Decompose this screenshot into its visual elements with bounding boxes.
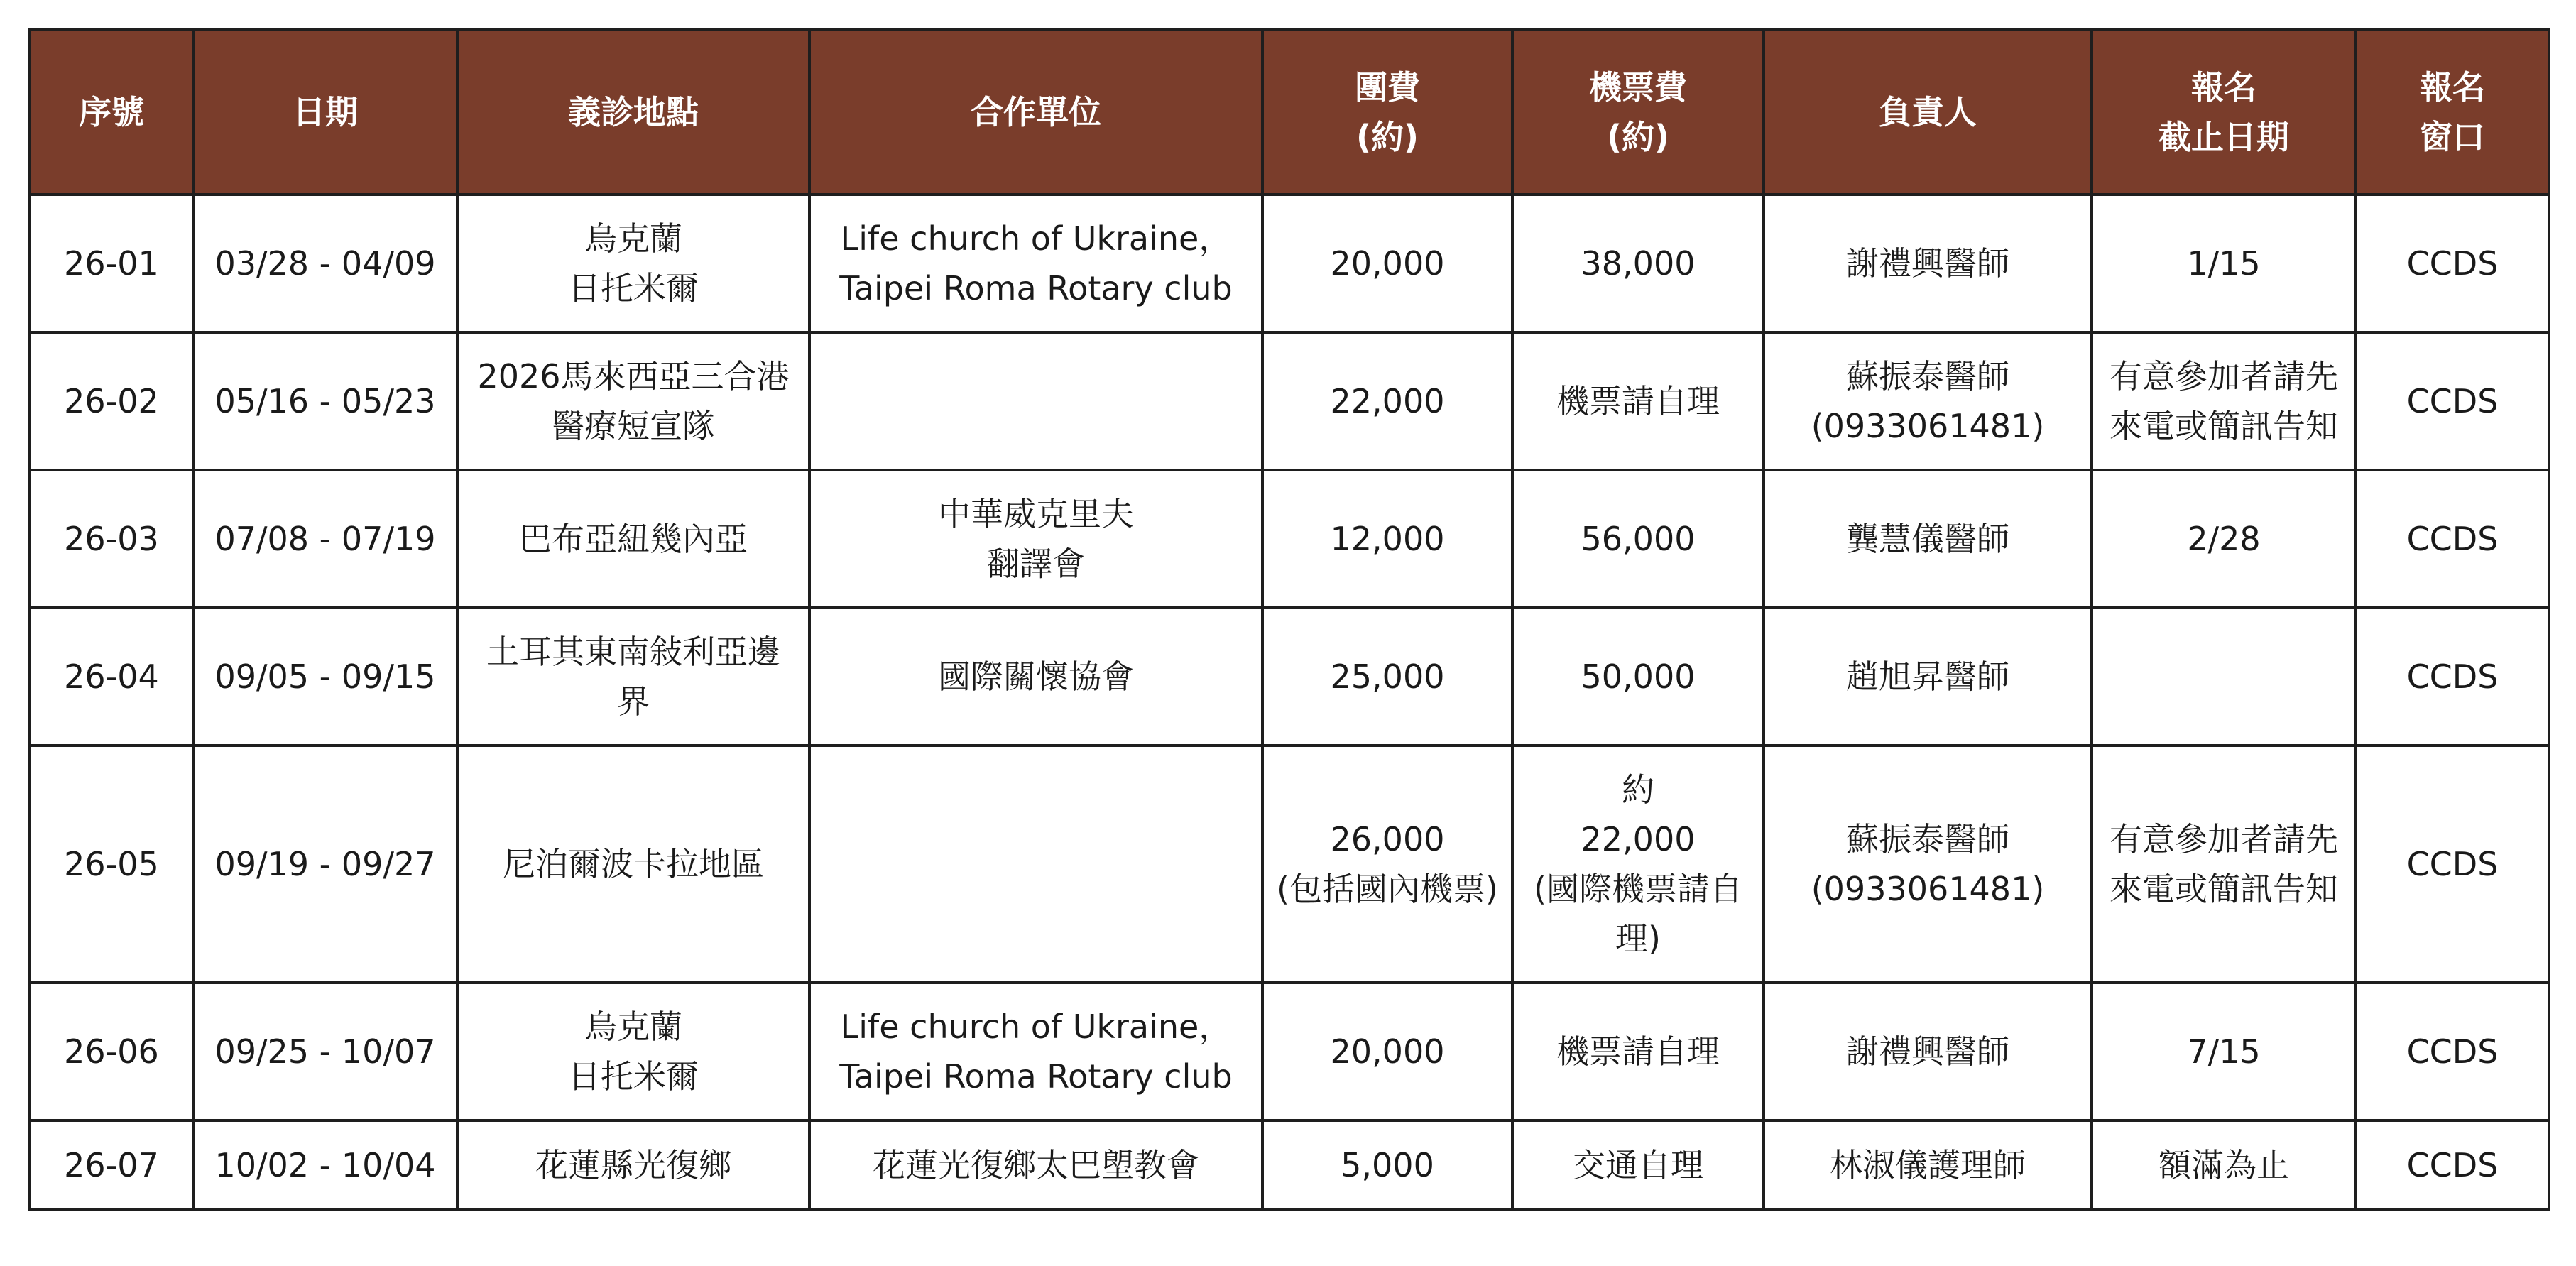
col-header-deadline-line2: 截止日期 <box>2159 118 2289 156</box>
cell-partner <box>809 608 1262 746</box>
cell-location-line: 醫療短宣隊 <box>552 407 715 445</box>
cell-partner-line: Taipei Roma Rotary club <box>839 1057 1233 1096</box>
table-row <box>30 1120 2549 1210</box>
cell-location-line: 巴布亞紐幾內亞 <box>519 520 748 558</box>
cell-id <box>30 746 193 983</box>
col-header-id <box>30 30 193 195</box>
cell-fee <box>1262 1120 1512 1210</box>
col-header-id-text: 序號 <box>79 93 144 131</box>
cell-deadline-line: 有意參加者請先 <box>2110 820 2338 858</box>
cell-leader-line: (0933061481) <box>1811 870 2045 908</box>
cell-deadline <box>2092 195 2356 332</box>
cell-contact <box>2356 332 2549 470</box>
cell-id-line: 26-03 <box>64 520 159 558</box>
cell-partner <box>809 470 1262 608</box>
cell-fee <box>1262 746 1512 983</box>
cell-airfare <box>1512 1120 1764 1210</box>
cell-contact <box>2356 470 2549 608</box>
cell-partner <box>809 746 1262 983</box>
cell-airfare-line: (國際機票請自 <box>1534 870 1742 908</box>
table-row <box>30 608 2549 746</box>
table-header <box>30 30 2549 195</box>
cell-location <box>457 608 809 746</box>
col-header-partner <box>809 30 1262 195</box>
cell-location <box>457 983 809 1120</box>
cell-leader-line: 蘇振泰醫師 <box>1846 820 2009 858</box>
mission-schedule-table <box>28 28 2550 1211</box>
cell-dates-line: 07/08 - 07/19 <box>214 520 436 558</box>
cell-airfare <box>1512 983 1764 1120</box>
cell-contact-line: CCDS <box>2406 1146 2499 1184</box>
table-row <box>30 195 2549 332</box>
cell-airfare-line: 交通自理 <box>1573 1146 1703 1184</box>
cell-id-line: 26-05 <box>64 845 159 883</box>
cell-deadline <box>2092 608 2356 746</box>
col-header-airfare <box>1512 30 1764 195</box>
cell-deadline-line: 7/15 <box>2187 1032 2261 1071</box>
cell-partner-line: 翻譯會 <box>987 545 1085 583</box>
cell-partner <box>809 195 1262 332</box>
cell-fee-line: 20,000 <box>1330 244 1445 283</box>
mission-schedule-sheet <box>28 28 2548 1211</box>
cell-location-line: 尼泊爾波卡拉地區 <box>503 845 764 883</box>
cell-leader-line: 謝禮興醫師 <box>1846 1032 2009 1071</box>
cell-contact-line: CCDS <box>2406 1032 2499 1071</box>
cell-airfare-line: 理) <box>1615 920 1661 958</box>
cell-dates <box>193 608 457 746</box>
cell-dates <box>193 470 457 608</box>
col-header-date-text: 日期 <box>293 93 358 131</box>
cell-fee <box>1262 470 1512 608</box>
cell-location-line: 2026馬來西亞三合港 <box>477 357 790 395</box>
table-body <box>30 195 2549 1210</box>
cell-partner-line: Life church of Ukraine， <box>840 219 1232 258</box>
col-header-fee-line1: 團費 <box>1355 68 1420 107</box>
cell-location <box>457 332 809 470</box>
col-header-date <box>193 30 457 195</box>
cell-dates <box>193 746 457 983</box>
cell-id <box>30 195 193 332</box>
cell-id <box>30 332 193 470</box>
cell-location <box>457 470 809 608</box>
cell-leader-line: 蘇振泰醫師 <box>1846 357 2009 395</box>
cell-contact-line: CCDS <box>2406 520 2499 558</box>
cell-leader <box>1764 1120 2092 1210</box>
cell-dates-line: 09/05 - 09/15 <box>214 657 436 696</box>
cell-airfare-line: 50,000 <box>1581 657 1696 696</box>
col-header-deadline-line1: 報名 <box>2191 68 2256 107</box>
cell-partner-line: Life church of Ukraine， <box>840 1008 1232 1046</box>
cell-fee-line: 26,000 <box>1330 820 1445 858</box>
table-row <box>30 983 2549 1120</box>
cell-airfare-line: 約 <box>1622 770 1654 809</box>
cell-airfare-line: 22,000 <box>1581 820 1696 858</box>
cell-deadline <box>2092 746 2356 983</box>
cell-id-line: 26-04 <box>64 657 159 696</box>
cell-partner <box>809 332 1262 470</box>
cell-partner <box>809 983 1262 1120</box>
cell-airfare <box>1512 470 1764 608</box>
col-header-leader <box>1764 30 2092 195</box>
col-header-airfare-line2: (約) <box>1606 118 1670 156</box>
cell-deadline-line: 來電或簡訊告知 <box>2110 407 2338 445</box>
cell-id-line: 26-06 <box>64 1032 159 1071</box>
col-header-leader-text: 負責人 <box>1879 93 1977 131</box>
cell-leader-line: 謝禮興醫師 <box>1846 244 2009 283</box>
cell-location <box>457 1120 809 1210</box>
cell-leader <box>1764 983 2092 1120</box>
cell-contact-line: CCDS <box>2406 657 2499 696</box>
cell-dates <box>193 195 457 332</box>
cell-fee-line: (包括國內機票) <box>1277 870 1498 908</box>
col-header-fee <box>1262 30 1512 195</box>
cell-deadline-line: 有意參加者請先 <box>2110 357 2338 395</box>
cell-dates-line: 03/28 - 04/09 <box>214 244 436 283</box>
cell-id <box>30 608 193 746</box>
table-row <box>30 332 2549 470</box>
cell-contact-line: CCDS <box>2406 244 2499 283</box>
cell-airfare <box>1512 195 1764 332</box>
table-row <box>30 746 2549 983</box>
cell-id-line: 26-07 <box>64 1146 159 1184</box>
col-header-contact <box>2356 30 2549 195</box>
col-header-location <box>457 30 809 195</box>
cell-location-line: 花蓮縣光復鄉 <box>535 1146 731 1184</box>
cell-partner-line: 花蓮光復鄉太巴塱教會 <box>873 1146 1199 1184</box>
cell-leader <box>1764 470 2092 608</box>
cell-partner-line: 國際關懷協會 <box>938 657 1134 696</box>
cell-deadline-line: 額滿為止 <box>2159 1146 2289 1184</box>
cell-id <box>30 1120 193 1210</box>
cell-dates-line: 05/16 - 05/23 <box>214 382 436 420</box>
cell-dates-line: 09/19 - 09/27 <box>214 845 436 883</box>
cell-id-line: 26-02 <box>64 382 159 420</box>
cell-location <box>457 195 809 332</box>
col-header-location-text: 義診地點 <box>568 93 699 131</box>
cell-fee <box>1262 332 1512 470</box>
cell-dates <box>193 1120 457 1210</box>
cell-leader-line: (0933061481) <box>1811 407 2045 445</box>
cell-id <box>30 983 193 1120</box>
col-header-contact-line2: 窗口 <box>2420 118 2485 156</box>
cell-deadline <box>2092 332 2356 470</box>
col-header-partner-text: 合作單位 <box>971 93 1101 131</box>
cell-fee <box>1262 983 1512 1120</box>
cell-deadline-line: 1/15 <box>2187 244 2261 283</box>
cell-airfare <box>1512 332 1764 470</box>
cell-partner-line: 中華威克里夫 <box>938 495 1134 533</box>
cell-location-line: 烏克蘭 <box>584 219 682 258</box>
cell-leader <box>1764 195 2092 332</box>
cell-deadline-line: 來電或簡訊告知 <box>2110 870 2338 908</box>
cell-location-line: 土耳其東南敍利亞邊 <box>486 633 780 671</box>
header-row <box>30 30 2549 195</box>
cell-contact <box>2356 195 2549 332</box>
cell-leader-line: 龔慧儀醫師 <box>1846 520 2009 558</box>
col-header-contact-line1: 報名 <box>2420 68 2485 107</box>
cell-location-line: 界 <box>617 682 650 721</box>
cell-contact-line: CCDS <box>2406 845 2499 883</box>
cell-location <box>457 746 809 983</box>
col-header-airfare-line1: 機票費 <box>1589 68 1687 107</box>
cell-deadline-line: 2/28 <box>2187 520 2261 558</box>
cell-contact <box>2356 983 2549 1120</box>
cell-location-line: 日托米爾 <box>568 1057 699 1096</box>
cell-partner <box>809 1120 1262 1210</box>
cell-fee-line: 5,000 <box>1341 1146 1434 1184</box>
col-header-fee-line2: (約) <box>1355 118 1419 156</box>
cell-dates <box>193 983 457 1120</box>
cell-dates <box>193 332 457 470</box>
cell-airfare-line: 機票請自理 <box>1556 382 1720 420</box>
cell-airfare <box>1512 746 1764 983</box>
cell-fee-line: 20,000 <box>1330 1032 1445 1071</box>
cell-contact <box>2356 608 2549 746</box>
cell-fee-line: 12,000 <box>1330 520 1445 558</box>
cell-dates-line: 09/25 - 10/07 <box>214 1032 436 1071</box>
cell-fee-line: 25,000 <box>1330 657 1445 696</box>
cell-contact <box>2356 1120 2549 1210</box>
cell-dates-line: 10/02 - 10/04 <box>214 1146 436 1184</box>
cell-partner-line: Taipei Roma Rotary club <box>839 269 1233 307</box>
cell-deadline <box>2092 983 2356 1120</box>
cell-leader <box>1764 608 2092 746</box>
cell-airfare-line: 38,000 <box>1581 244 1696 283</box>
cell-airfare <box>1512 608 1764 746</box>
cell-fee-line: 22,000 <box>1330 382 1445 420</box>
cell-fee <box>1262 195 1512 332</box>
cell-id <box>30 470 193 608</box>
cell-deadline <box>2092 1120 2356 1210</box>
cell-leader <box>1764 746 2092 983</box>
cell-airfare-line: 機票請自理 <box>1556 1032 1720 1071</box>
cell-location-line: 日托米爾 <box>568 269 699 307</box>
cell-id-line: 26-01 <box>64 244 159 283</box>
cell-location-line: 烏克蘭 <box>584 1008 682 1046</box>
table-row <box>30 470 2549 608</box>
cell-leader-line: 林淑儀護理師 <box>1830 1146 2026 1184</box>
cell-contact-line: CCDS <box>2406 382 2499 420</box>
col-header-deadline <box>2092 30 2356 195</box>
cell-contact <box>2356 746 2549 983</box>
cell-deadline <box>2092 470 2356 608</box>
cell-airfare-line: 56,000 <box>1581 520 1696 558</box>
cell-leader <box>1764 332 2092 470</box>
cell-fee <box>1262 608 1512 746</box>
cell-leader-line: 趙旭昇醫師 <box>1846 657 2009 696</box>
